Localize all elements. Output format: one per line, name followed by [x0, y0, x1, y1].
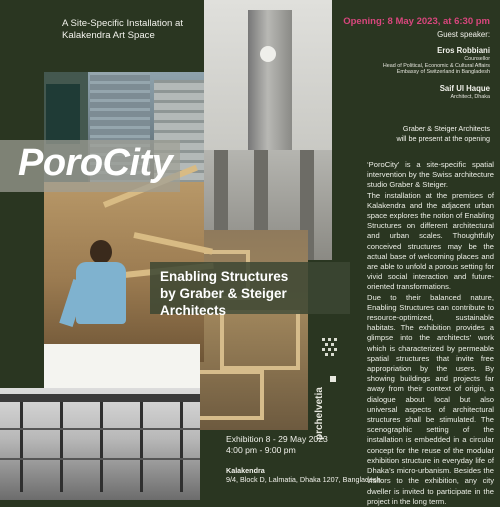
opening-date: Opening: 8 May 2023, at 6:30 pm [343, 16, 490, 27]
description-paragraph: The installation at the premises of Kalakendra and the adjacent urban space explores the notion of Enabling Structures on different architectural and urban scales. Thoughtfully conceived structures may be the actual base of welcoming places and are able to unfold a porous setting for vivid social interaction and future-oriented transformations. [367, 190, 494, 292]
sponsor-name: prchelvetia [314, 387, 325, 440]
guest-speaker-label: Guest speaker: [437, 30, 490, 39]
speaker-name: Eros Robbiani [437, 46, 490, 55]
subtitle-line: Enabling Structures [160, 269, 289, 284]
poster-subtitle [160, 268, 350, 319]
venue-info [226, 466, 381, 484]
swiss-square-icon [330, 376, 336, 382]
note-line: Graber & Steiger Architects [402, 124, 490, 133]
pavilion-photo [0, 388, 200, 500]
intro-text [62, 18, 202, 42]
exhibition-dates [226, 434, 328, 456]
intro-line: Kalakendra Art Space [62, 30, 155, 41]
description-paragraph: ‘PoroCity’ is a site-specific spatial intervention by the Swiss architecture studio Graber & Steiger. [367, 160, 494, 190]
description-paragraph: Due to their balanced nature, Enabling Structures can contribute to resource-optimized, sustainable habitats. The exhibition provides a glimpse into the architects’ work which is characterized by permeable spatial structures that invite free appropriation by the users. By showing buildings and projects far away from their context of origin, a dialogue about local but also universal aspects of architectural structures shall be stimulated. The scenographic setting of the installation is embedded in a circular concept for the reuse of the modular exhibition structure in everyday life of Dhaka’s micro-urbanism. Besides the visitors to the exhibition, any city dweller is invited to participate in the project in the long term. [367, 292, 494, 506]
speaker-role-line: Architect, Dhaka [450, 94, 490, 100]
speaker-role [450, 94, 490, 101]
venue-address: 9/4, Block D, Lalmatia, Dhaka 1207, Bangladesh [226, 475, 381, 484]
white-panel [44, 344, 200, 388]
architects-logo-icon [322, 338, 338, 358]
exhibition-hours: 4:00 pm - 9:00 pm [226, 445, 296, 455]
tower-photo [204, 0, 332, 150]
presence-note [396, 124, 490, 143]
speaker-role [383, 56, 490, 76]
venue-name: Kalakendra [226, 466, 265, 475]
poster-title: PoroCity [18, 142, 173, 184]
speaker-name: Saif Ul Haque [439, 84, 490, 93]
speaker-role-line: Head of Political, Economic & Cultural Affairs [382, 62, 490, 69]
intro-line: A Site-Specific Installation at [62, 18, 184, 29]
note-line: will be present at the opening [396, 133, 490, 143]
speaker-role-line: Counsellor [464, 56, 490, 62]
prohelvetia-logo [314, 372, 334, 442]
description-text [367, 160, 494, 507]
speaker-role-line: Embassy of Switzerland in Bangladesh [396, 69, 490, 75]
exhibition-date-range: Exhibition 8 - 29 May 2023 [226, 434, 328, 444]
subtitle-line: by Graber & Steiger Architects [160, 286, 287, 318]
